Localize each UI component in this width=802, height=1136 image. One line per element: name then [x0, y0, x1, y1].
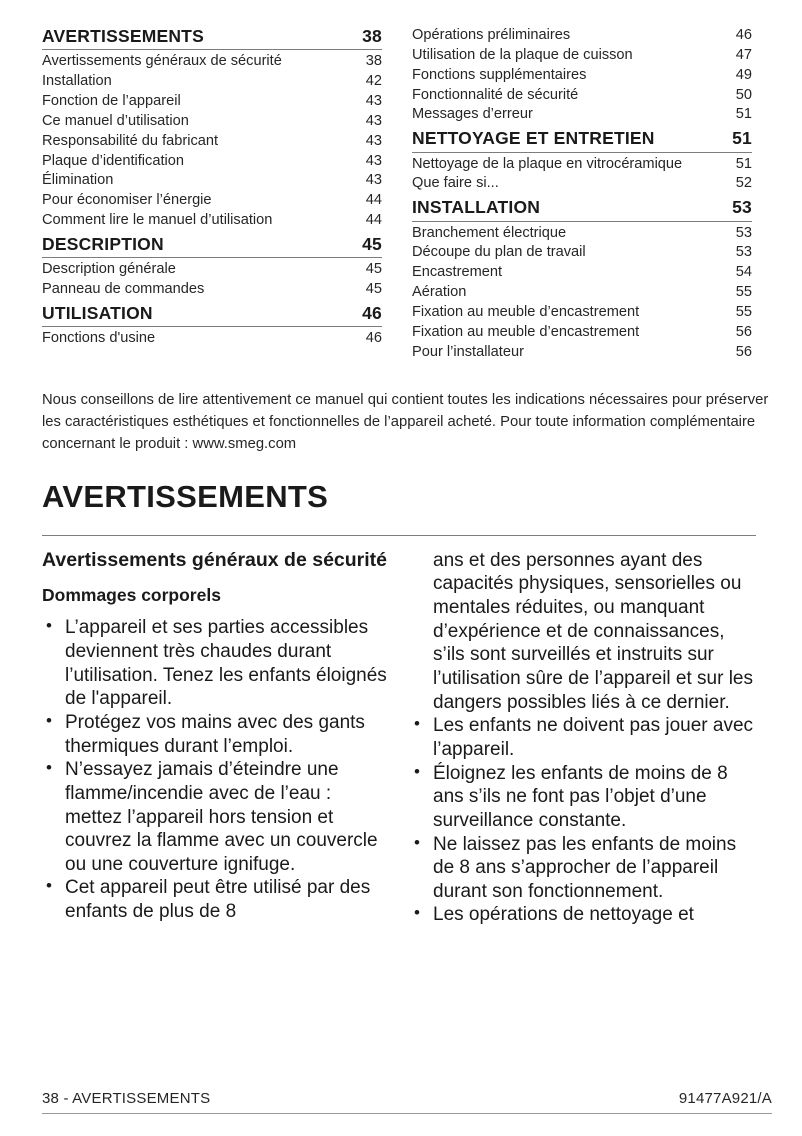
toc-label: Fonctions d'usine [42, 330, 156, 347]
toc-page-number: 53 [732, 197, 752, 218]
footer-row [42, 1090, 772, 1113]
toc-page-number: 53 [735, 224, 752, 241]
toc-label: Responsabilité du fabricant [42, 132, 219, 149]
warning-list-left [42, 616, 388, 923]
toc-label: Fonctionnalité de sécurité [412, 86, 579, 103]
toc-entry-row[interactable] [42, 72, 382, 92]
toc-column-right [412, 26, 752, 363]
toc-section-row[interactable] [412, 128, 752, 149]
toc-entry-row[interactable] [42, 260, 382, 280]
toc-label: DESCRIPTION [42, 233, 164, 254]
toc-page-number: 55 [735, 284, 752, 301]
section-heading: Avertissements généraux de sécurité [42, 548, 388, 571]
toc-column-left [42, 26, 382, 349]
warning-list-item: • Cet appareil peut être utilisé par des enfants de plus de 8 [42, 876, 388, 923]
toc-page-number: 43 [365, 93, 382, 110]
toc-page-number: 44 [365, 212, 382, 229]
footer-rule [42, 1113, 772, 1114]
toc-label: Nettoyage de la plaque en vitrocéramique [412, 155, 683, 172]
toc-page-number: 53 [735, 244, 752, 261]
toc-label: Comment lire le manuel d’utilisation [42, 212, 273, 229]
toc-entry-row[interactable] [412, 224, 752, 244]
toc-section-row[interactable] [42, 26, 382, 47]
toc-entry-row[interactable] [42, 112, 382, 132]
toc-label: Encastrement [412, 264, 503, 281]
toc-label: Aération [412, 284, 467, 301]
toc-page-number: 50 [735, 86, 752, 103]
chapter-title-rule [42, 535, 756, 536]
toc-entry-row[interactable] [412, 263, 752, 283]
toc-label: Fonctions supplémentaires [412, 66, 587, 83]
warning-list-item: • Protégez vos mains avec des gants thermiques durant l’emploi. [42, 711, 388, 758]
toc-label: NETTOYAGE ET ENTRETIEN [412, 128, 655, 149]
toc-page-number: 47 [735, 46, 752, 63]
body-column-right [410, 549, 756, 927]
toc-entry-row[interactable] [42, 191, 382, 211]
footer-right-text: 91477A921/A [678, 1090, 772, 1107]
toc-entry-row[interactable] [412, 174, 752, 194]
toc-page-number: 43 [365, 152, 382, 169]
toc-section-row[interactable] [42, 303, 382, 324]
toc-page-number: 38 [362, 26, 382, 46]
toc-page-number: 56 [735, 323, 752, 340]
toc-section-rule [412, 152, 752, 153]
toc-entry-row[interactable] [42, 280, 382, 300]
toc-page-number: 43 [365, 172, 382, 189]
toc-label: Fixation au meuble d’encastrement [412, 323, 640, 340]
table-of-contents [42, 26, 772, 363]
toc-entry-row[interactable] [412, 105, 752, 125]
toc-label: Installation [42, 73, 112, 90]
toc-section-rule [412, 221, 752, 222]
warning-list-item: • Ne laissez pas les enfants de moins de 8 ans s’approcher de l’appareil durant son fonctionnement. [410, 833, 756, 904]
toc-page-number: 46 [362, 302, 382, 323]
toc-entry-row[interactable] [412, 46, 752, 66]
warning-list-item: • Les enfants ne doivent pas jouer avec l’appareil. [410, 714, 756, 761]
body-column-left [42, 549, 388, 927]
toc-page-number: 46 [735, 27, 752, 43]
toc-section-row[interactable] [412, 197, 752, 218]
toc-page-number: 55 [735, 303, 752, 320]
toc-page-number: 51 [732, 128, 752, 149]
toc-section-row[interactable] [42, 234, 382, 255]
toc-entry-row[interactable] [42, 152, 382, 172]
toc-label: Élimination [42, 172, 114, 189]
toc-page-number: 49 [735, 66, 752, 83]
toc-page-number: 56 [735, 343, 752, 360]
toc-entry-row[interactable] [412, 283, 752, 303]
toc-label: Plaque d’identification [42, 152, 184, 169]
toc-entry-row[interactable] [412, 243, 752, 263]
toc-page-number: 45 [365, 281, 382, 298]
toc-page-number: 45 [365, 261, 382, 278]
chapter-title: AVERTISSEMENTS [42, 478, 329, 514]
toc-label: Que faire si... [412, 175, 499, 192]
toc-label: Avertissements généraux de sécurité [42, 53, 282, 70]
warning-list-item: • N’essayez jamais d’éteindre une flamme/incendie avec de l’eau : mettez l’appareil hors tension et couvrez la flamme avec un couvercle ou une couverture ignifuge. [42, 758, 388, 876]
toc-entry-row[interactable] [42, 329, 382, 349]
toc-entry-row[interactable] [412, 155, 752, 175]
toc-entry-row[interactable] [412, 66, 752, 86]
toc-label: Pour l’installateur [412, 343, 524, 360]
toc-section-rule [42, 49, 382, 50]
toc-label: Messages d’erreur [412, 106, 533, 123]
toc-label: INSTALLATION [412, 197, 541, 218]
toc-section-rule [42, 326, 382, 327]
warning-list-item: • Les opérations de nettoyage et [410, 903, 756, 927]
toc-page-number: 43 [365, 112, 382, 129]
toc-label: Panneau de commandes [42, 281, 205, 298]
toc-label: UTILISATION [42, 302, 153, 323]
toc-label: Pour économiser l’énergie [42, 192, 212, 209]
warning-list-item: • L’appareil et ses parties accessibles deviennent très chaudes durant l’utilisation. Tenez les enfants éloignés de l'appareil. [42, 616, 388, 711]
toc-page-number: 38 [365, 53, 382, 70]
toc-label: Branchement électrique [412, 224, 567, 241]
toc-label: Opérations préliminaires [412, 27, 571, 43]
toc-page-number: 52 [735, 175, 752, 192]
page-footer [42, 1090, 772, 1114]
footer-left-text: 38 - AVERTISSEMENTS [42, 1090, 211, 1107]
toc-page-number: 51 [735, 106, 752, 123]
warning-list-right [410, 549, 756, 927]
toc-entry-row[interactable] [42, 211, 382, 231]
toc-page-number: 43 [365, 132, 382, 149]
intro-paragraph: Nous conseillons de lire attentivement ce manuel qui contient toutes les indications nécessaires pour préserver les caractéristiques esthétiques et fonctionnelles de l’appareil acheté. Pour toute information complémentaire concernant le produit : www.smeg.com [42, 391, 769, 453]
toc-label: Fonction de l’appareil [42, 93, 181, 110]
toc-entry-row[interactable] [42, 52, 382, 72]
toc-label: Description générale [42, 261, 176, 278]
toc-entry-row[interactable] [412, 26, 752, 46]
toc-label: Utilisation de la plaque de cuisson [412, 46, 633, 63]
toc-entry-row[interactable] [412, 86, 752, 106]
warning-list-item-continuation: ans et des personnes ayant des capacités physiques, sensorielles ou mentales réduites, ou manquant d’expérience et de connaissances, s’ils sont surveillés et instruits sur l’utilisation sûre de l’appareil et sur les dangers possibles liés à ce dernier. [433, 549, 753, 713]
toc-page-number: 45 [362, 233, 382, 254]
chapter-body [42, 549, 772, 927]
toc-entry-row[interactable] [412, 343, 752, 363]
toc-section-rule [42, 257, 382, 258]
toc-label: Ce manuel d’utilisation [42, 112, 189, 129]
toc-entry-row[interactable] [42, 132, 382, 152]
toc-label: Fixation au meuble d’encastrement [412, 303, 640, 320]
toc-label: AVERTISSEMENTS [42, 26, 204, 46]
toc-page-number: 44 [365, 192, 382, 209]
toc-label: Découpe du plan de travail [412, 244, 586, 261]
toc-entry-row[interactable] [42, 171, 382, 191]
toc-entry-row[interactable] [412, 303, 752, 323]
toc-entry-row[interactable] [412, 323, 752, 343]
subsection-heading: Dommages corporels [42, 585, 221, 606]
toc-page-number: 51 [735, 155, 752, 172]
warning-list-item: • Éloignez les enfants de moins de 8 ans s’ils ne font pas l’objet d’une surveillance constante. [410, 762, 756, 833]
toc-page-number: 42 [365, 73, 382, 90]
toc-page-number: 46 [365, 330, 382, 347]
toc-page-number: 54 [735, 264, 752, 281]
toc-entry-row[interactable] [42, 92, 382, 112]
